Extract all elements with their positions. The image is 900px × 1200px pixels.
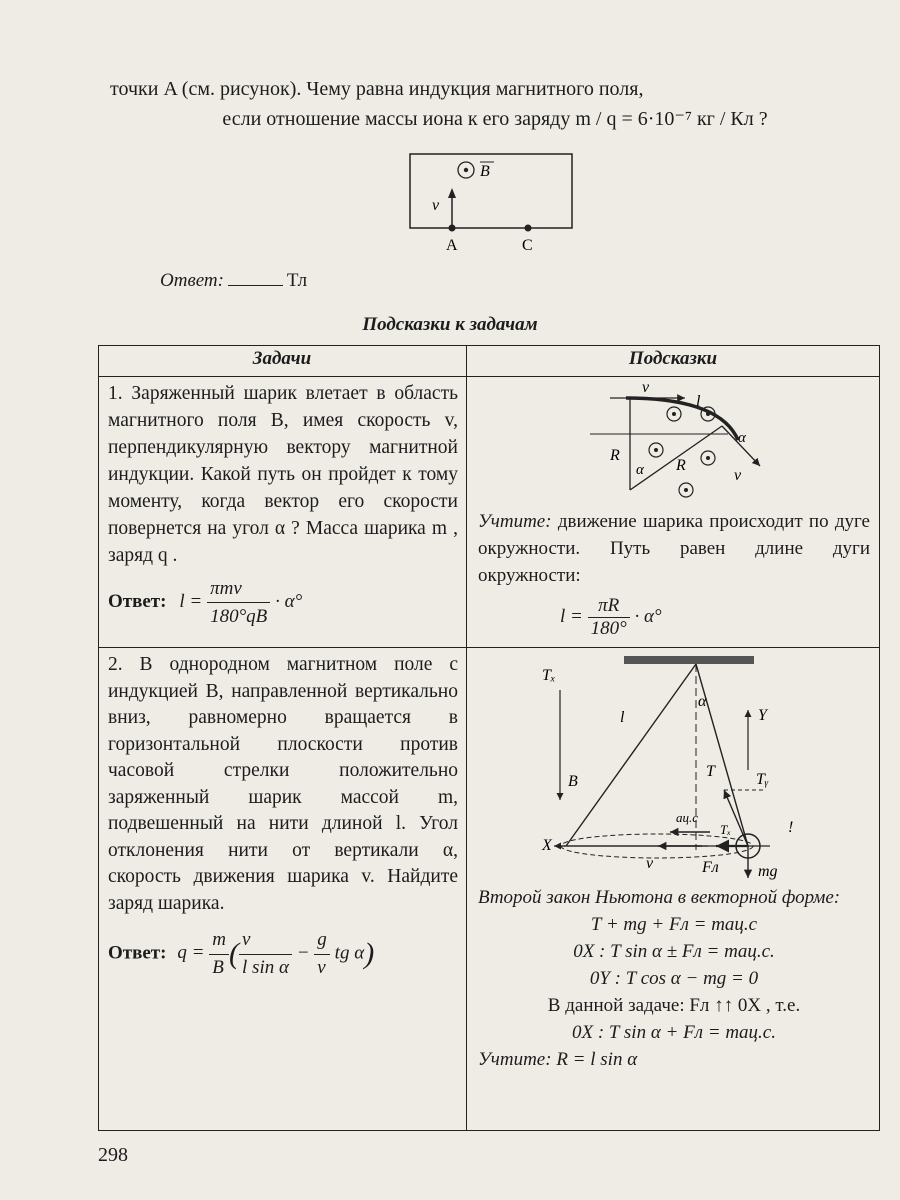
svg-text:Tᵧ: Tᵧ — [756, 771, 769, 788]
svg-text:α: α — [698, 693, 707, 710]
column-header-hints: Подсказки — [628, 348, 718, 369]
svg-text:v: v — [734, 467, 742, 484]
answer-label: Ответ: — [160, 270, 224, 291]
point-a-dot — [449, 225, 456, 232]
svg-text:Tₓ: Tₓ — [720, 822, 731, 837]
point-c-dot — [525, 225, 532, 232]
svg-text:aц.с: aц.с — [676, 810, 699, 825]
svg-text:l: l — [620, 709, 625, 726]
eq-2: 0X : T sin α ± Fл = maц.с. — [573, 941, 775, 962]
page-number: 298 — [98, 1144, 128, 1166]
task-1 — [108, 380, 458, 630]
svg-text:T: T — [706, 763, 715, 780]
svg-text:!: ! — [788, 819, 794, 836]
hint-2 — [478, 884, 870, 1073]
svg-text:l: l — [696, 393, 701, 410]
intro-line-2: если отношение массы иона к его заряду m / q = 6·10⁻⁷ кг / Кл ? — [222, 108, 768, 130]
answer-blank[interactable] — [228, 285, 283, 286]
eq-4: В данной задаче: Fл ↑↑ 0X , т.е. — [547, 995, 801, 1016]
eq-3: 0Y : T cos α − mg = 0 — [589, 968, 759, 989]
task-2-answer: Ответ: q = $\frac{m}{B}$ ( $\frac{v}{\text{l sin α}}$ − $\frac{g}{v}$ tg α) — [108, 929, 375, 978]
velocity-symbol: v — [432, 197, 440, 214]
svg-text:R: R — [610, 447, 620, 464]
eq-1: T + mg + Fл = maц.с — [590, 914, 758, 935]
task-2-text: 2. В однородном магнитном поле с индукцией B, направленной вертикально вниз, равномерно вращается в горизонтальной плоскости против часовой стрелки положительно заряженный шарик массой m, подвешенный на нити длиной l. Угол отклонения нити от вертикали α, скорость движения шарика v. Найдите заряд шарика. — [108, 654, 458, 914]
svg-text:Tₓ: Tₓ — [542, 667, 556, 684]
svg-text:v: v — [646, 855, 654, 872]
task-1-text: 1. Заряженный шарик влетает в область магнитного поля B, имея скорость v, перпендикулярную вектору магнитной индукции. Какой путь он пройдет к тому моменту, когда вектор его скорости повернется на угол α ? Масса шарика m , заряд q . — [108, 383, 458, 566]
hint-2-heading: Второй закон Ньютона в векторной форме: — [478, 887, 841, 908]
field-dot-icon — [649, 407, 715, 497]
task-1-answer: Ответ: l = $\frac{\text{πmv}}{180^\circ qB}$ · α° — [108, 575, 458, 630]
field-region-rect — [410, 154, 572, 228]
svg-text:X: X — [542, 837, 552, 854]
intro-line-1: точки A (см. рисунок). Чему равна индукция магнитного поля, — [110, 78, 644, 100]
svg-text:α: α — [738, 430, 746, 446]
field-symbol: B — [480, 163, 490, 180]
eq-6-line: Учтите: R = l sin α — [478, 1049, 638, 1070]
point-a-label: A — [446, 237, 458, 254]
svg-text:R: R — [676, 457, 686, 474]
task-2 — [108, 652, 458, 981]
svg-text:B: B — [568, 773, 578, 790]
arc-figure — [470, 378, 878, 506]
point-c-label: C — [522, 237, 533, 254]
svg-text:Fл: Fл — [702, 859, 719, 876]
svg-text:mg: mg — [758, 863, 778, 880]
answer-line — [160, 270, 307, 292]
column-header-tasks: Задачи — [252, 348, 312, 369]
conical-pendulum-figure — [470, 650, 878, 882]
answer-unit: Тл — [286, 270, 308, 291]
ceiling-hatch — [624, 656, 754, 664]
hint-1-formula: l = $\frac{\pi R}{180^\circ}$ · α° — [560, 595, 662, 639]
svg-text:α: α — [636, 462, 644, 478]
field-region-figure — [400, 140, 600, 260]
intro-text — [110, 74, 880, 134]
eq-5: 0X : T sin α + Fл = maц.с. — [572, 1022, 776, 1043]
hint-1: Учтите: движение шарика происходит по дуге окружности. Путь равен длине дуги окружности: — [478, 511, 870, 586]
svg-text:v: v — [642, 379, 650, 396]
hints-title: Подсказки к задачам — [362, 314, 538, 335]
svg-text:Y: Y — [758, 707, 767, 724]
